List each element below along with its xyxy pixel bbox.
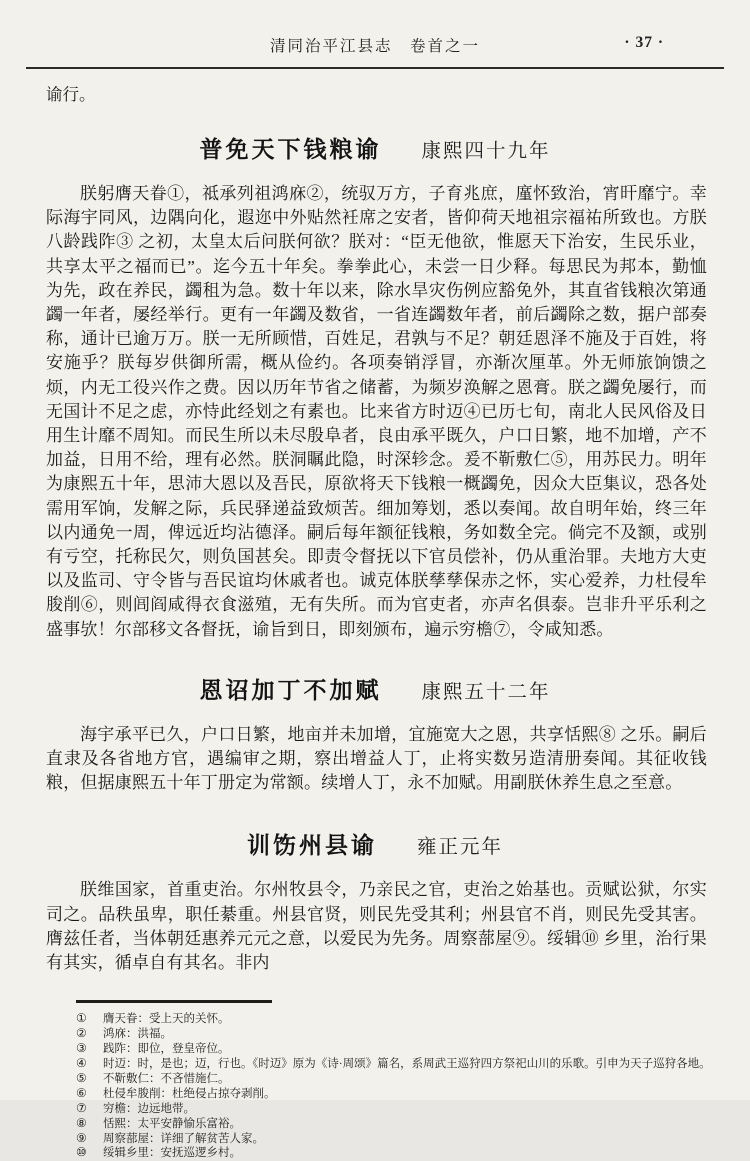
footnote-number: ① bbox=[76, 1011, 87, 1026]
footnote-number: ⑤ bbox=[76, 1070, 87, 1085]
section-title-text: 普免天下钱粮谕 bbox=[199, 137, 382, 163]
intro-text: 谕行。 bbox=[46, 85, 96, 104]
section-date: 康熙五十二年 bbox=[421, 681, 551, 703]
section-date: 康熙四十九年 bbox=[421, 141, 551, 162]
footnote-text: 时迈：时，是也；迈，行也。《时迈》原为《诗·周颂》篇名，系周武王巡狩四方祭祀山川的乐歌。引申为天子巡狩各地。 bbox=[103, 1058, 711, 1070]
section-edict-2 bbox=[0, 672, 750, 796]
section-body: 朕维国家，首重吏治。尔州牧县令，乃亲民之官，吏治之始基也。贡赋讼狱，尔实司之。品秩虽卑，职任綦重。州县官贤，则民先受其利；州县官不肖，则民先受其害。膺兹任者，当体朝廷惠养元元之意，以爱民为先务。周察蔀屋⑨。绥辑⑩ 乡里，治行果有其实，循卓自有其名。非内 bbox=[46, 880, 707, 973]
footnote-item bbox=[76, 1102, 720, 1117]
footnote-number: ② bbox=[76, 1026, 87, 1041]
footnote-number: ⑨ bbox=[76, 1130, 87, 1145]
footnote-item bbox=[76, 1132, 720, 1147]
page-number: · 37 · bbox=[624, 34, 664, 51]
book-title: 清同治平江县志 卷首之一 bbox=[269, 38, 480, 55]
footnote-item bbox=[76, 1117, 720, 1132]
section-title-text: 训饬州县谕 bbox=[246, 833, 377, 860]
footnote-item bbox=[76, 1087, 720, 1102]
footnote-list bbox=[76, 1012, 720, 1161]
section-title bbox=[0, 131, 750, 164]
footnote-number: ⑩ bbox=[76, 1145, 87, 1160]
footnote-text: 膺天眷：受上天的关怀。 bbox=[103, 1013, 230, 1026]
footnote-number: ⑦ bbox=[76, 1100, 87, 1115]
footnote-number: ③ bbox=[76, 1041, 87, 1056]
footnote-item bbox=[76, 1012, 720, 1027]
footnote-separator bbox=[76, 1000, 272, 1003]
footnote-text: 周察蔀屋：详细了解贫苦人家。 bbox=[103, 1132, 264, 1145]
footnote-text: 绥辑乡里：安抚巡逻乡村。 bbox=[103, 1147, 241, 1160]
footnote-item bbox=[76, 1057, 720, 1072]
footnote-item bbox=[76, 1042, 720, 1057]
header-rule bbox=[26, 67, 724, 69]
section-body: 海宇承平已久，户口日繁，地亩并未加增，宜施宽大之恩，共享恬熙⑧ 之乐。嗣后直隶及各省地方官，遇编审之期，察出增益人丁，止将实数另造清册奏闻。其征收钱粮，但据康熙五十年丁册定为常额。续增人丁，永不加赋。用副朕休养生息之至意。 bbox=[46, 724, 707, 793]
footnote-text: 杜侵牟朘削：杜绝侵占掠夺剥削。 bbox=[103, 1087, 276, 1100]
footnote-text: 不靳敷仁：不吝惜施仁。 bbox=[103, 1072, 230, 1085]
footnote-number: ⑥ bbox=[76, 1085, 87, 1100]
footnote-number: ④ bbox=[76, 1056, 87, 1070]
footnote-item bbox=[76, 1072, 720, 1087]
section-edict-1 bbox=[0, 131, 750, 642]
section-title bbox=[0, 672, 750, 705]
page-header bbox=[0, 0, 750, 56]
section-body: 朕躬膺天眷①，祗承列祖鸿庥②，统驭万方，子育兆庶，廑怀致治，宵旰靡宁。幸际海宇同风，边隅向化，遐迩中外贴然衽席之安者，皆仰荷天地祖宗福祐所致也。方朕八龄践阼③ 之初，太皇太后问朕何欲？朕对：“臣无他欲，惟愿天下治安，生民乐业，共享太平之福而已”。迄今五十年矣。拳拳此心，未尝一日少释。每思民为邦本，勤恤为先，政在养民，蠲租为急。数十年以来，除水旱灾伤例应豁免外，其直省钱粮次第通蠲一年者，屡经举行。更有一年蠲及数省，一省连蠲数年者，前后蠲除之数，据户部奏称，通计已逾万万。朕一无所顾惜，百姓足，君孰与不足？朝廷恩泽不施及于百姓，将安施乎？朕每岁供御所需，概从俭约。各项奏销浮冒，亦渐次厘革。外无师旅饷馈之烦，内无工役兴作之费。因以历年节省之储蓄，为频岁涣解之恩膏。朕之蠲免屡行，而无国计不足之虑，亦恃此经划之有素也。比来省方时迈④已历七旬，南北人民风俗及日用生计靡不周知。而民生所以未尽殷阜者，良由承平既久，户口日繁，地不加增，产不加益，日用不给，理有必然。朕洞瞩此隐，时深轸念。爰不靳敷仁⑤，用苏民力。明年为康熙五十年，思沛大恩以及吾民，原欲将天下钱粮一概蠲免，因众大臣集议，恐各处需用军饷，发解之际，兵民驿递益致烦苦。细加筹划，悉以奏闻。故自明年始，终三年以内通免一周，俾远近均沾德泽。嗣后每年额征钱粮，务如数全完。倘完不及额，或别有亏空，托称民欠，则负国甚矣。即责令督抚以下官员偿补，仍从重治罪。夫地方大吏以及监司、守令皆与吾民谊均休戚者也。诚克体朕孳孳保赤之怀，实心爱养，力杜侵牟朘削⑥，则闾阎咸得衣食滋殖，无有失所。而为官吏者，亦声名俱泰。岂非升平乐利之盛事欤！尔部移文各督抚，谕旨到日，即刻颁布，遍示穷檐⑦，令咸知悉。 bbox=[46, 184, 707, 639]
footnote-item bbox=[76, 1027, 720, 1042]
footnote-text: 鸿庥：洪福。 bbox=[103, 1028, 172, 1041]
section-title-text: 恩诏加丁不加赋 bbox=[199, 677, 382, 704]
footnote-text: 穷檐：边远地带。 bbox=[103, 1102, 195, 1115]
section-edict-3 bbox=[0, 827, 750, 975]
footnote-item bbox=[76, 1146, 720, 1161]
footnote-text: 践阼：即位，登皇帝位。 bbox=[103, 1043, 230, 1056]
footnote-text: 恬熙：太平安静愉乐富裕。 bbox=[103, 1117, 241, 1130]
footnote-number: ⑧ bbox=[76, 1115, 87, 1130]
section-title bbox=[0, 827, 750, 860]
section-date: 雍正元年 bbox=[416, 837, 503, 859]
